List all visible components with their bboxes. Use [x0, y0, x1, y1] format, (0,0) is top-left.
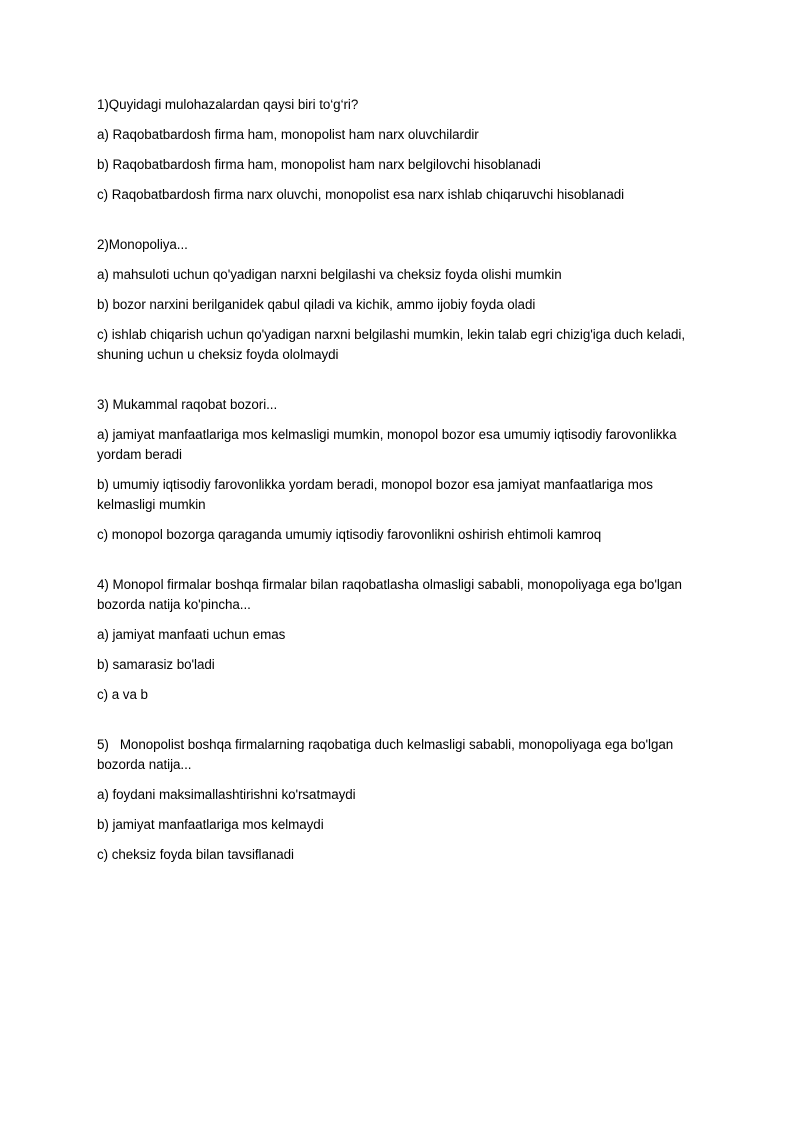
answer-option-a: a) Raqobatbardosh firma ham, monopolist ham narx oluvchilardir: [97, 127, 479, 142]
question-text: 3) Mukammal raqobat bozori...: [97, 397, 278, 412]
question-text: 5) Monopolist boshqa firmalarning raqobatiga duch kelmasligi sababli, monopoliyaga ega bo'lgan bozorda natija...: [97, 737, 677, 772]
answer-option-c: c) cheksiz foyda bilan tavsiflanadi: [97, 847, 294, 862]
question-text: 1)Quyidagi mulohazalardan qaysi biri to‘g‘ri?: [97, 97, 359, 112]
question-3: [97, 395, 707, 545]
answer-option-c: c) Raqobatbardosh firma narx oluvchi, monopolist esa narx ishlab chiqaruvchi hisoblanadi: [97, 187, 625, 202]
question-5: [97, 735, 707, 865]
answer-option-a: a) mahsuloti uchun qo'yadigan narxni belgilashi va cheksiz foyda olishi mumkin: [97, 267, 562, 282]
question-text: 4) Monopol firmalar boshqa firmalar bilan raqobatlasha olmasligi sababli, monopoliyaga ega bo'lgan bozorda natija ko'pincha...: [97, 577, 686, 612]
answer-option-c: c) ishlab chiqarish uchun qo'yadigan narxni belgilashi mumkin, lekin talab egri chizig'iga duch keladi, shuning uchun u cheksiz foyda ololmaydi: [97, 327, 685, 362]
answer-option-a: a) foydani maksimallashtirishni ko'rsatmaydi: [97, 787, 356, 802]
answer-option-b: b) bozor narxini berilganidek qabul qiladi va kichik, ammo ijobiy foyda oladi: [97, 297, 536, 312]
question-1: [97, 95, 707, 205]
answer-option-b: b) jamiyat manfaatlariga mos kelmaydi: [97, 817, 324, 832]
answer-option-c: c) monopol bozorga qaraganda umumiy iqtisodiy farovonlikni oshirish ehtimoli kamroq: [97, 527, 602, 542]
answer-option-b: b) Raqobatbardosh firma ham, monopolist ham narx belgilovchi hisoblanadi: [97, 157, 541, 172]
question-text: 2)Monopoliya...: [97, 237, 188, 252]
answer-option-b: b) umumiy iqtisodiy farovonlikka yordam beradi, monopol bozor esa jamiyat manfaatlariga mos kelmasligi mumkin: [97, 477, 653, 512]
answer-option-a: a) jamiyat manfaati uchun emas: [97, 627, 286, 642]
question-2: [97, 235, 707, 365]
answer-option-a: a) jamiyat manfaatlariga mos kelmasligi mumkin, monopol bozor esa umumiy iqtisodiy farovonlikka yordam beradi: [97, 427, 677, 462]
answer-option-c: c) a va b: [97, 687, 148, 702]
answer-option-b: b) samarasiz bo'ladi: [97, 657, 215, 672]
document-page: [97, 95, 707, 875]
question-4: [97, 575, 707, 705]
